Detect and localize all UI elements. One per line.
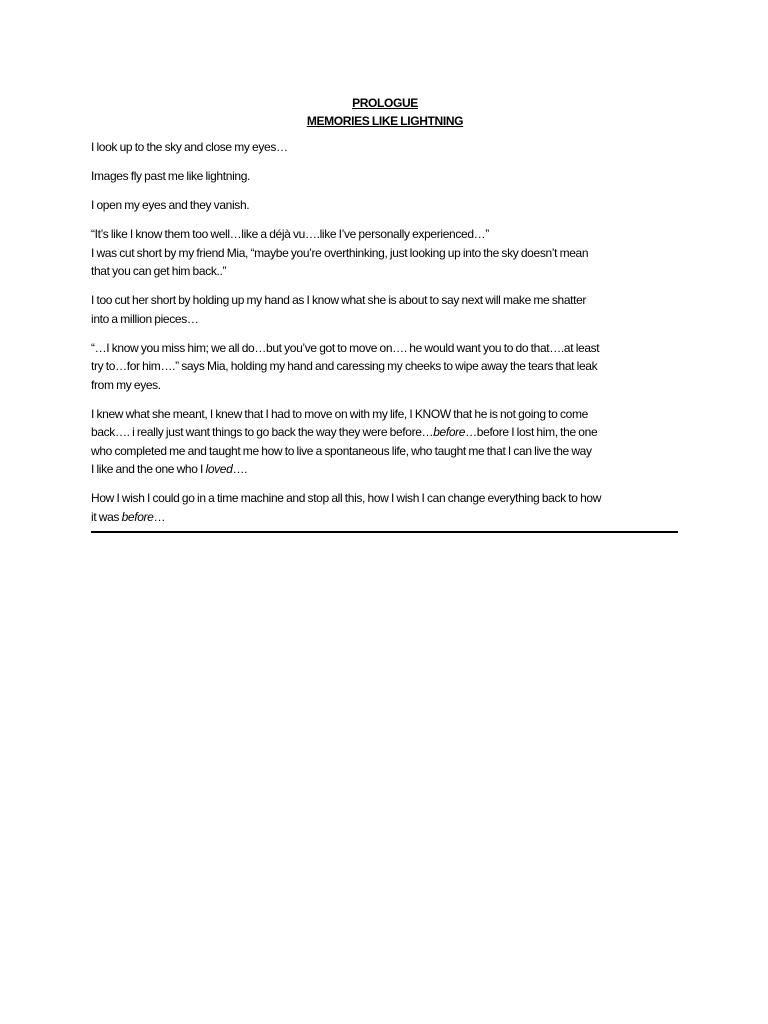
paragraph-7-line-4-start: I like and the one who I bbox=[91, 462, 206, 476]
paragraph-1 bbox=[91, 138, 679, 157]
emphasis-loved: loved bbox=[205, 462, 233, 476]
paragraph-4 bbox=[91, 225, 679, 281]
paragraph-8-line-2-start: it was bbox=[91, 509, 122, 524]
paragraph-7-line-1: I knew what she meant, I knew that I had to move on with my life, I KNOW that he is not going to come bbox=[91, 406, 588, 421]
paragraph-8-line-2-end: … bbox=[153, 509, 166, 524]
paragraph-8 bbox=[91, 489, 679, 526]
paragraph-2 bbox=[91, 167, 679, 186]
paragraph-3-line: I open my eyes and they vanish. bbox=[91, 198, 250, 212]
paragraph-7-line-3: who completed me and taught me how to live a spontaneous life, who taught me that I can live the way bbox=[91, 443, 592, 458]
paragraph-5-line-1: I too cut her short by holding up my hand as I know what she is about to say next will make me shatter bbox=[91, 293, 587, 307]
paragraph-4-line-1: “It’s like I know them too well…like a déjà vu….like I’ve personally experienced…” bbox=[91, 227, 489, 241]
paragraph-7-line-4 bbox=[91, 460, 679, 479]
paragraph-7-line-2 bbox=[91, 423, 679, 442]
paragraph-5-line-2: into a million pieces… bbox=[91, 311, 199, 326]
paragraph-8-line-1: How I wish I could go in a time machine and stop all this, how I wish I can change everything back to how bbox=[91, 491, 602, 505]
paragraph-4-line-3: that you can get him back..” bbox=[91, 264, 227, 278]
paragraph-7 bbox=[91, 405, 679, 479]
paragraph-3 bbox=[91, 196, 679, 215]
emphasis-before: before bbox=[433, 425, 466, 439]
paragraph-6 bbox=[91, 339, 679, 395]
chapter-subtitle: MEMORIES LIKE LIGHTNING bbox=[306, 114, 464, 128]
paragraph-2-line: Images fly past me like lightning. bbox=[91, 169, 251, 183]
chapter-title: PROLOGUE bbox=[352, 96, 418, 110]
document-body bbox=[91, 94, 679, 537]
paragraph-6-line-3: from my eyes. bbox=[91, 377, 161, 392]
paragraph-1-line: I look up to the sky and close my eyes… bbox=[91, 140, 288, 154]
paragraph-4-line-2: I was cut short by my friend Mia, “maybe you’re overthinking, just looking up into the sky doesn’t mean bbox=[91, 245, 589, 260]
paragraph-5 bbox=[91, 291, 679, 328]
paragraph-7-line-4-end: …. bbox=[232, 462, 248, 476]
paragraph-7-line-2-end: …before I lost him, the one bbox=[465, 425, 598, 439]
paragraph-8-line-2 bbox=[91, 508, 679, 527]
bottom-rule bbox=[91, 531, 678, 533]
paragraph-6-line-2: try to…for him….” says Mia, holding my hand and caressing my cheeks to wipe away the tears that leak bbox=[91, 359, 598, 373]
emphasis-before-final: before bbox=[121, 509, 154, 524]
paragraph-6-line-1: “…I know you miss him; we all do…but you’ve got to move on…. he would want you to do that….at least bbox=[91, 340, 600, 355]
paragraph-7-line-2-start: back…. i really just want things to go back the way they were before… bbox=[91, 425, 434, 439]
